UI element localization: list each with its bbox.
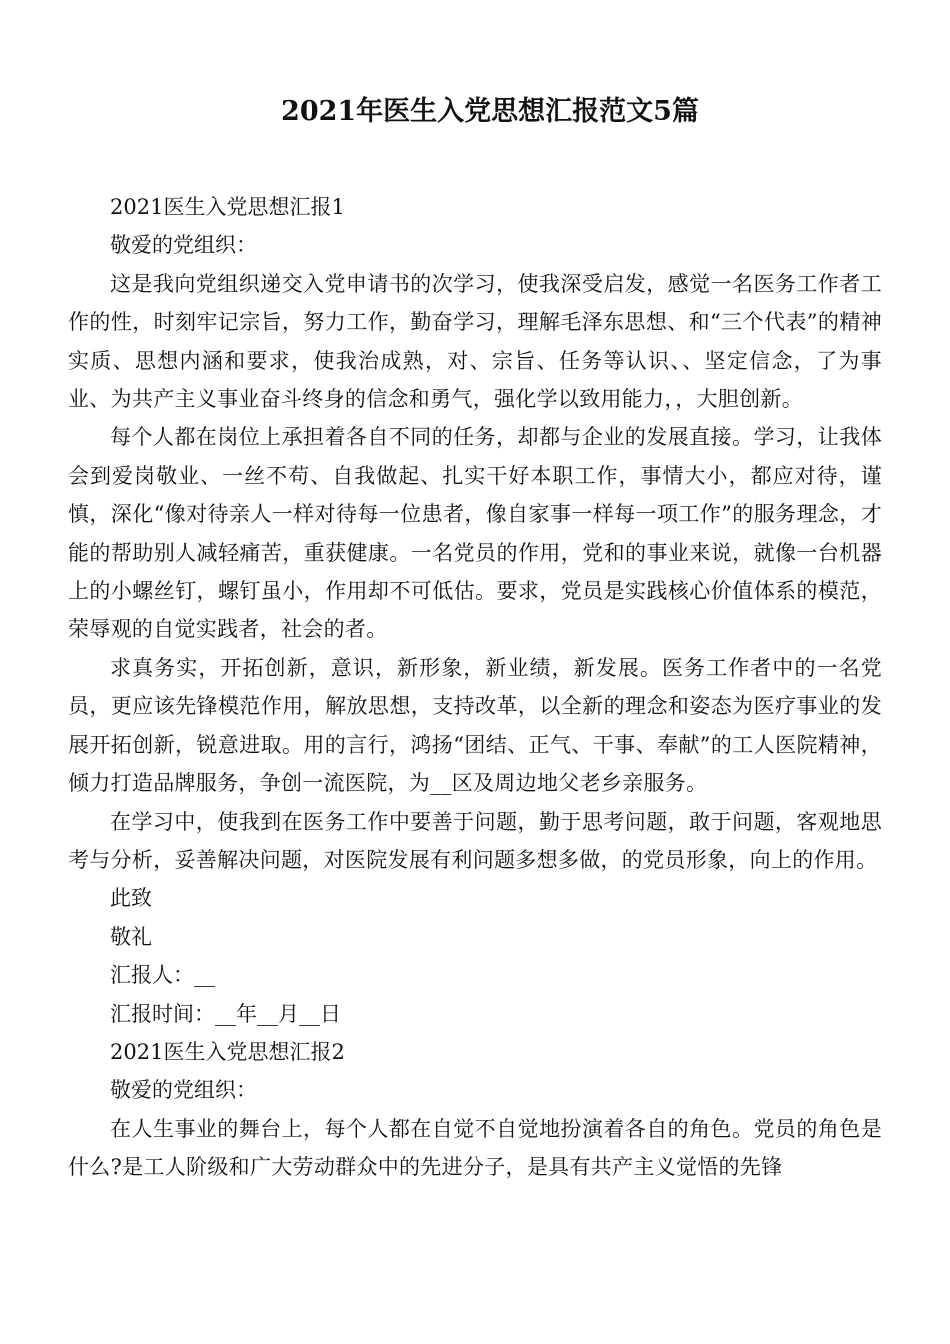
- body-paragraph: 这是我向党组织递交入党申请书的次学习，使我深受启发，感觉一名医务工作者工作的性，时刻牢记宗旨，努力工作，勤奋学习，理解毛泽东思想、和“三个代表”的精神实质、思想内涵和要求，使我治成熟，对、宗旨、任务等认识、、坚定信念，了为事业、为共产主义事业奋斗终身的信念和勇气，强化学以致用能力，，大胆创新。: [68, 271, 882, 412]
- reporter-line: 汇报人：__: [110, 963, 215, 988]
- document-title: 2021年医生入党思想汇报范文5篇: [281, 96, 699, 127]
- body-paragraph: 在人生事业的舞台上，每个人都在自觉不自觉地扮演着各自的角色。党员的角色是什么?是工人阶级和广大劳动群众中的先进分子，是具有共产主义觉悟的先锋: [68, 1116, 882, 1180]
- closing-line: 此致: [110, 886, 152, 911]
- salutation: 敬爱的党组织：: [110, 1078, 257, 1103]
- body-paragraph: 求真务实，开拓创新，意识，新形象，新业绩，新发展。医务工作者中的一名党员，更应该先锋模范作用，解放思想，支持改革，以全新的理念和姿态为医疗事业的发展开拓创新，锐意进取。用的言行，鸿扬“团结、正气、干事、奉献”的工人医院精神，倾力打造品牌服务，争创一流医院，为__区及周边地父老乡亲服务。: [68, 655, 882, 796]
- body-paragraph: 在学习中，使我到在医务工作中要善于问题，勤于思考问题，敢于问题，客观地思考与分析，妥善解决问题，对医院发展有利问题多想多做，的党员形象，向上的作用。: [68, 809, 882, 872]
- closing-line: 敬礼: [110, 924, 152, 949]
- report-time-line: 汇报时间：__年__月__日: [110, 1001, 341, 1026]
- body-paragraph: 每个人都在岗位上承担着各自不同的任务，却都与企业的发展直接。学习，让我体会到爱岗敬业、一丝不苟、自我做起、扎实干好本职工作，事情大小，都应对待，谨慎，深化“像对待亲人一样对待每一位患者，像自家事一样每一项工作”的服务理念，才能的帮助别人减轻痛苦，重获健康。一名党员的作用，党和的事业来说，就像一台机器上的小螺丝钉，螺钉虽小，作用却不可低估。要求，党员是实践核心价值体系的模范，荣辱观的自觉实践者，社会的者。: [68, 425, 882, 642]
- document-page: [68, 92, 882, 1187]
- section-heading: 2021医生入党思想汇报2: [110, 1039, 345, 1064]
- section-heading: 2021医生入党思想汇报1: [110, 195, 345, 219]
- salutation: 敬爱的党组织：: [110, 233, 257, 258]
